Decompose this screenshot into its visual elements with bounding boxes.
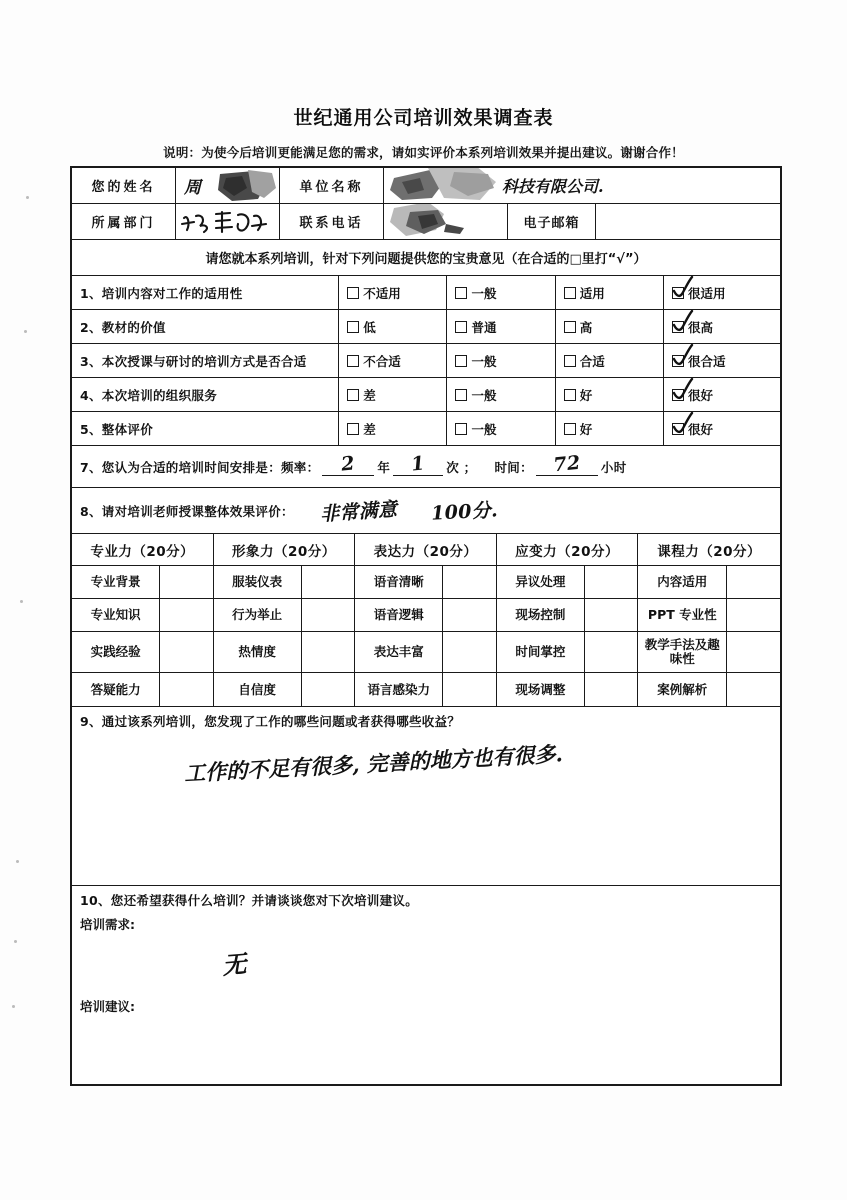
question-text: 2、教材的价值 [72,310,339,343]
competency-score-list [442,566,495,706]
option-inner [347,352,401,370]
question-row [72,344,780,378]
option-inner [672,284,726,302]
identity-row-2 [72,204,780,240]
name-label: 您的姓名 [72,168,176,203]
phone-label: 联系电话 [280,204,384,239]
q8-label: 8、请对培训老师授课整体效果评价： [80,503,294,519]
option-inner [564,420,593,438]
option-cell[interactable] [339,276,447,309]
option-cell[interactable] [339,310,447,343]
competency-item: 专业背景 [72,566,159,599]
instruction-row [72,240,780,276]
competency-score-cell[interactable] [302,632,354,673]
option-inner [347,284,401,302]
competency-score-cell[interactable] [160,632,212,673]
dept-field[interactable] [176,204,280,239]
checkbox-icon[interactable] [564,287,576,299]
option-cell[interactable] [447,412,555,445]
option-cell[interactable] [664,276,780,309]
name-field[interactable] [176,168,280,203]
option-label: 合适 [579,353,605,369]
option-label: 不合适 [363,353,401,369]
competency-column [72,566,214,706]
competency-score-cell[interactable] [727,673,780,706]
competency-item: 表达丰富 [355,632,442,673]
checkbox-icon[interactable] [672,389,684,401]
question-row [72,276,780,310]
option-label: 一般 [471,387,497,403]
q10-label: 10、您还希望获得什么培训？并请谈谈您对下次培训建议。 [80,893,418,908]
checkbox-icon[interactable] [347,389,359,401]
q10-need-label: 培训需求: [80,917,135,932]
unit-label: 单位名称 [280,168,384,203]
option-label: 差 [363,387,376,403]
option-inner [455,420,496,438]
page-title: 世纪通用公司培训效果调查表 [293,107,554,129]
q7-years-value: 2 [340,451,357,476]
checkbox-icon[interactable] [347,287,359,299]
q7-years-input[interactable] [322,451,374,476]
competency-score-list [584,566,637,706]
q10-need-area[interactable] [72,933,780,991]
scan-speckle [16,860,19,863]
unit-value: 科技有限公司. [502,177,604,196]
competency-score-cell[interactable] [160,673,212,706]
q9-answer: 工作的不足有很多, 完善的地方也有很多. [183,741,564,786]
competency-score-list [301,566,354,706]
competency-item: 案例解析 [657,681,708,697]
option-label: 差 [363,421,376,437]
option-inner [455,352,496,370]
competency-score-cell[interactable] [727,632,780,673]
checkbox-icon[interactable] [672,287,684,299]
competency-score-cell[interactable] [302,599,354,632]
competency-item: 语音逻辑 [355,599,442,632]
checkbox-icon[interactable] [455,423,467,435]
option-cell[interactable] [447,310,555,343]
competency-score-list [159,566,212,706]
option-label: 好 [579,421,593,437]
option-inner [347,420,376,438]
competency-item: 现场调整 [515,681,566,697]
instruction-text: 请您就本系列培训，针对下列问题提供您的宝贵意见（在合适的□里打“√”） [205,252,647,267]
competency-score-cell[interactable] [727,566,780,599]
competency-item: 现场控制 [497,599,584,632]
option-cell[interactable] [556,344,664,377]
competency-item: 时间掌控 [497,632,584,673]
phone-field[interactable] [384,204,508,239]
competency-column [638,566,780,706]
option-inner [347,386,376,404]
option-inner [672,352,726,370]
document-note: 说明：为使今后培训更能满足您的需求，请如实评价本系列培训效果并提出建议。谢谢合作！ [163,145,684,160]
question-7 [72,446,780,487]
checkbox-icon[interactable] [347,321,359,333]
scan-speckle [24,330,27,333]
option-cell[interactable] [664,310,780,343]
q7-hours-unit: 小时 [600,459,627,475]
q7-label: 7、您认为合适的培训时间安排是：频率： [80,459,320,475]
dept-handwriting [176,204,280,239]
competency-score-cell[interactable] [443,566,495,599]
competency-score-cell[interactable] [443,599,495,632]
email-field[interactable] [596,204,780,239]
question-9-row [72,707,780,886]
option-label: 很好 [687,387,713,403]
option-cell[interactable] [664,344,780,377]
competency-score-cell[interactable] [727,599,780,632]
competency-item: 服装仪表 [214,566,301,599]
option-inner [564,352,605,370]
title-block [0,103,847,161]
competency-header: 专业力（20分） [72,534,214,565]
competency-body-row [72,566,780,707]
competency-header: 形象力（20分） [214,534,356,565]
q7-times-input[interactable] [393,451,443,476]
competency-score-cell[interactable] [585,673,637,706]
option-label: 高 [579,319,593,335]
competency-score-cell[interactable] [160,599,212,632]
option-label: 低 [363,319,376,335]
checkbox-icon[interactable] [672,423,684,435]
competency-item: 内容适用 [638,566,726,599]
option-label: 很合适 [687,353,726,369]
scan-speckle [14,940,17,943]
redaction-smear-name [214,168,280,203]
checkbox-icon[interactable] [455,287,467,299]
checkbox-icon[interactable] [564,389,576,401]
competency-item: 热情度 [214,632,301,673]
competency-item: PPT 专业性 [638,599,726,632]
option-label: 很好 [687,421,713,437]
option-label: 一般 [471,353,497,369]
email-label: 电子邮箱 [508,204,596,239]
option-label: 很高 [687,319,713,335]
identity-row-1 [72,168,780,204]
option-cell[interactable] [556,276,664,309]
unit-field[interactable] [384,168,696,203]
competency-header: 课程力（20分） [657,543,762,560]
option-cell[interactable] [556,310,664,343]
competency-score-cell[interactable] [160,566,212,599]
competency-score-cell[interactable] [585,599,637,632]
question-row [72,412,780,446]
q9-answer-area[interactable] [72,730,780,870]
option-inner [347,318,376,336]
scan-speckle [26,196,29,199]
option-inner [455,284,496,302]
competency-column [355,566,497,706]
option-inner [672,386,713,404]
competency-score-cell[interactable] [585,566,637,599]
competency-header: 应变力（20分） [497,534,639,565]
question-8-row [72,488,780,534]
option-cell[interactable] [447,276,555,309]
q10-suggest-label: 培训建议: [80,999,135,1014]
redaction-smear-phone [384,204,508,239]
checkbox-icon[interactable] [672,355,684,367]
q7-year-unit: 年 [377,459,391,475]
competency-item: 专业知识 [72,599,159,632]
option-inner [455,318,496,336]
question-7-row [72,446,780,488]
question-row [72,310,780,344]
question-row [72,378,780,412]
option-label: 普通 [471,319,497,335]
competency-score-cell[interactable] [443,673,495,706]
q8-answer: 非常满意 [319,498,398,526]
competency-item-list [72,566,159,706]
competency-item: 答疑能力 [90,681,141,697]
competency-item: 语音清晰 [355,566,442,599]
option-label: 很适用 [687,285,726,301]
competency-item: 教学手法及趣味性 [638,632,726,673]
question-text: 4、本次培训的组织服务 [72,378,339,411]
competency-item: 自信度 [238,681,276,697]
checkbox-icon[interactable] [564,423,576,435]
option-cell[interactable] [556,378,664,411]
option-label: 好 [579,387,593,403]
name-value: 周 [184,178,201,198]
question-text: 5、整体评价 [72,412,339,445]
competency-item: 语言感染力 [367,681,431,697]
question-text: 1、培训内容对工作的适用性 [72,276,339,309]
q10-suggest-area[interactable] [72,1015,780,1085]
option-cell[interactable] [339,412,447,445]
competency-column [214,566,356,706]
option-cell[interactable] [447,378,555,411]
q8-score: 100分. [430,499,499,525]
dept-label: 所属部门 [72,204,176,239]
competency-item: 行为举止 [214,599,301,632]
option-label: 一般 [471,421,497,437]
competency-item-list [214,566,301,706]
option-inner [564,386,593,404]
competency-item-list [355,566,442,706]
checkbox-icon[interactable] [564,321,576,333]
option-cell[interactable] [664,378,780,411]
q7-hours-input[interactable] [536,451,598,476]
option-inner [564,318,593,336]
competency-item-list [638,566,726,706]
q7-times-unit: 次 ； [446,459,477,475]
checkbox-icon[interactable] [455,389,467,401]
competency-header-row [72,534,780,566]
competency-score-cell[interactable] [302,566,354,599]
competency-score-cell[interactable] [443,632,495,673]
competency-score-cell[interactable] [585,632,637,673]
checkbox-icon[interactable] [455,321,467,333]
competency-item: 异议处理 [497,566,584,599]
option-cell[interactable] [556,412,664,445]
competency-score-cell[interactable] [302,673,354,706]
competency-item-list [497,566,584,706]
option-label: 一般 [471,285,497,301]
option-cell[interactable] [339,344,447,377]
option-inner [672,420,713,438]
question-8 [72,488,780,533]
q9-label: 9、通过该系列培训，您发现了工作的哪些问题或者获得哪些收益？ [80,714,461,729]
checkbox-icon[interactable] [672,321,684,333]
question-10-row [72,886,780,1084]
option-label: 适用 [579,285,605,301]
competency-header: 表达力（20分） [355,534,497,565]
option-cell[interactable] [339,378,447,411]
scan-speckle [20,600,23,603]
question-text: 3、本次授课与研讨的培训方式是否合适 [72,344,339,377]
option-cell[interactable] [447,344,555,377]
option-inner [564,284,605,302]
q7-times-value: 1 [410,451,427,476]
survey-form [70,166,782,1086]
competency-column [497,566,639,706]
competency-item: 实践经验 [72,632,159,673]
option-cell[interactable] [664,412,780,445]
rating-questions [72,276,780,446]
q7-time-label: 时间： [494,459,533,475]
checkbox-icon[interactable] [455,355,467,367]
q10-need-value: 无 [220,949,248,980]
checkbox-icon[interactable] [564,355,576,367]
q7-hours-value: 72 [552,451,582,476]
checkbox-icon[interactable] [347,423,359,435]
checkbox-icon[interactable] [347,355,359,367]
scan-speckle [12,1005,15,1008]
option-label: 不适用 [363,285,401,301]
option-inner [455,386,496,404]
option-inner [672,318,713,336]
competency-score-list [726,566,780,706]
